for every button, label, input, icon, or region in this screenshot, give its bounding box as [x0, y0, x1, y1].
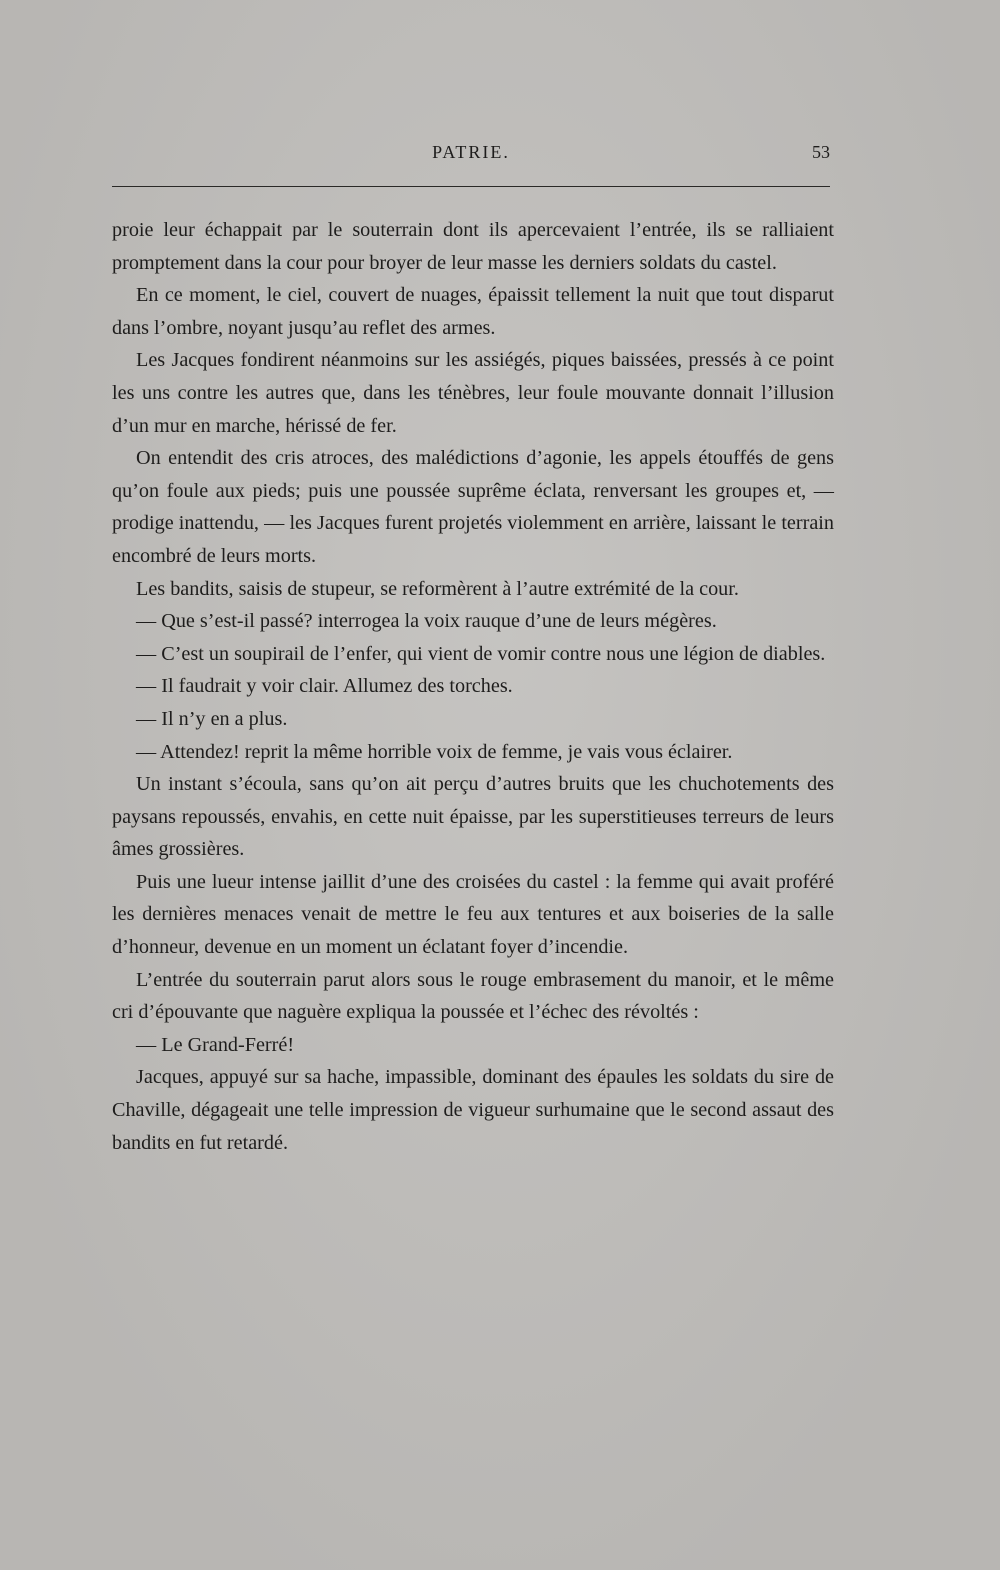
paragraph: Les Jacques fondirent néanmoins sur les assiégés, piques baissées, pressés à ce point les uns contre les autres que, dans les ténèbres, leur foule mouvante donnait l’illusion d’un mur en marche, hérissé de fer.: [112, 349, 834, 437]
paragraph: Puis une lueur intense jaillit d’une des croisées du castel : la femme qui avait proféré les dernières menaces venait de mettre le feu aux tentures et aux boiseries de la salle d’honneur, devenue en un moment un éclatant foyer d’incendie.: [112, 870, 834, 959]
paragraph: Les bandits, saisis de stupeur, se reformèrent à l’autre extrémité de la cour.: [136, 577, 739, 600]
paragraph: On entendit des cris atroces, des malédictions d’agonie, les appels étouffés de gens qu’on foule aux pieds; puis une poussée suprême éclata, renversant les groupes et, — prodige inattendu, — les Jacques furent projetés violemment en arrière, laissant le terrain encombré de leurs morts.: [112, 447, 834, 567]
dialogue-line: — C’est un soupirail de l’enfer, qui vient de vomir contre nous une légion de diables.: [136, 642, 826, 665]
paragraph: Un instant s’écoula, sans qu’on ait perçu d’autres bruits que les chuchotements des paysans repoussés, envahis, en cette nuit épaisse, par les superstitieuses terreurs de leurs âmes grossières.: [112, 773, 834, 861]
dialogue-line: — Le Grand-Ferré!: [136, 1033, 295, 1056]
paragraph: En ce moment, le ciel, couvert de nuages, épaissit tellement la nuit que tout disparut dans l’ombre, noyant jusqu’au reflet des armes.: [112, 284, 834, 339]
dialogue-line: — Il faudrait y voir clair. Allumez des torches.: [136, 675, 513, 698]
dialogue-line: — Que s’est-il passé? interrogea la voix rauque d’une de leurs mégères.: [136, 610, 717, 633]
body-text: [112, 214, 834, 1159]
dialogue-line: — Il n’y en a plus.: [136, 707, 288, 730]
running-head: [112, 142, 830, 172]
paragraph: Jacques, appuyé sur sa hache, impassible, dominant des épaules les soldats du sire de Chaville, dégageait une telle impression de vigueur surhumaine que le second assaut des bandits en fut retardé.: [112, 1066, 834, 1154]
paragraph: L’entrée du souterrain parut alors sous le rouge embrasement du manoir, et le même cri d’épouvante que naguère expliqua la poussée et l’échec des révoltés :: [112, 968, 834, 1024]
dialogue-line: — Attendez! reprit la même horrible voix de femme, je vais vous éclairer.: [136, 740, 733, 763]
running-title: PATRIE.: [432, 142, 510, 162]
page-number: 53: [812, 142, 830, 162]
paragraph: proie leur échappait par le souterrain dont ils apercevaient l’entrée, ils se ralliaient promptement dans la cour pour broyer de leur masse les derniers soldats du castel.: [112, 219, 834, 274]
header-rule: [112, 186, 830, 187]
